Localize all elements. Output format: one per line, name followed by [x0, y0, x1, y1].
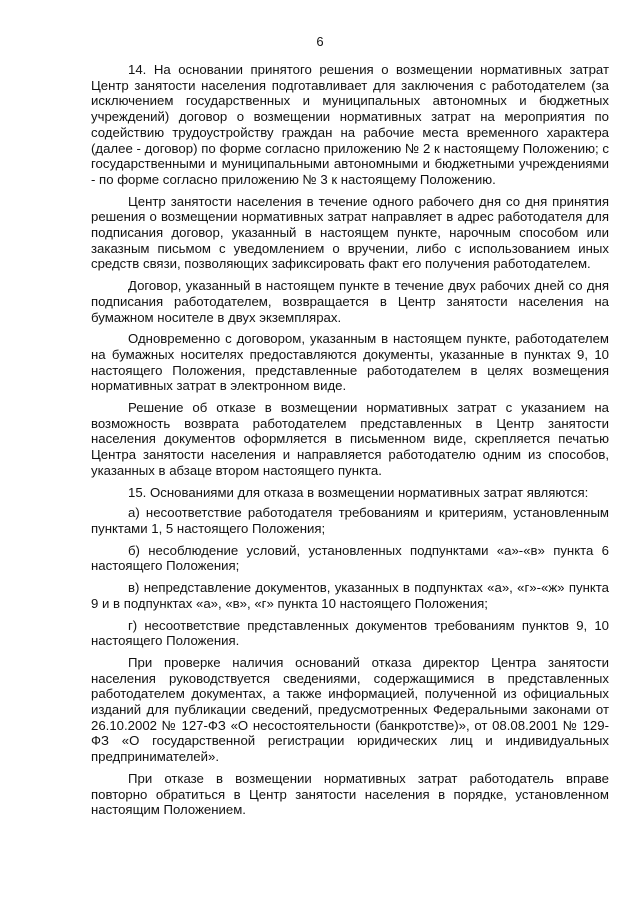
paragraph-refusal-decision: Решение об отказе в возмещении нормативных затрат с указанием на возможность возврата работодателем представленных в Центр занятости населения документов оформляется в письменном виде, скрепляется печатью Центра занятости населения и направляется работодателю одним из способов, указанных в абзаце втором настоящего пункта.: [91, 400, 609, 478]
paragraph-14: 14. На основании принятого решения о возмещении нормативных затрат Центр занятости населения подготавливает для заключения с работодателем (за исключением государственных и муниципальных автономных и бюджетных учреждений) договор о возмещении нормативных затрат на мероприятия по содействию трудоустройству граждан на рабочие места временного характера (далее - договор) по форме согласно приложению № 2 к настоящему Положению; с государственными и муниципальными автономными и бюджетными учреждениями - по форме согласно приложению № 3 к настоящему Положению.: [91, 62, 609, 187]
paragraph-15: 15. Основаниями для отказа в возмещении нормативных затрат являются:: [128, 484, 589, 500]
document-body: [91, 62, 609, 824]
paragraph-contract-sending: Центр занятости населения в течение одного рабочего дня со дня принятия решения о возмещении нормативных затрат направляет в адрес работодателя для подписания договор, указанный в настоящем пункте, нарочным способом или заказным письмом с уведомлением о вручении, либо с использованием иных средств связи, позволяющих зафиксировать факт его получения работодателем.: [91, 193, 609, 272]
list-item-g: г) несоответствие представленных документов требованиям пунктов 9, 10 настоящего Положения.: [91, 617, 609, 649]
list-item-a: а) несоответствие работодателя требованиям и критериям, установленным пунктами 1, 5 настоящего Положения;: [91, 505, 609, 536]
paragraph-repeat-application: При отказе в возмещении нормативных затрат работодатель вправе повторно обратиться в Центр занятости населения в порядке, установленном настоящим Положением.: [91, 770, 609, 818]
paragraph-documents-paper: Одновременно с договором, указанным в настоящем пункте, работодателем на бумажных носителях предоставляются документы, указанные в пунктах 9, 10 настоящего Положения, представленные работодателем в целях возмещения нормативных затрат в электронном виде.: [91, 331, 609, 394]
list-item-b: б) несоблюдение условий, установленных подпунктами «а»-«в» пункта 6 настоящего Положения;: [91, 542, 609, 574]
list-item-v: в) непредставление документов, указанных в подпунктах «а», «г»-«ж» пункта 9 и в подпунктах «а», «в», «г» пункта 10 настоящего Положения;: [91, 580, 609, 611]
paragraph-verification: При проверке наличия оснований отказа директор Центра занятости населения руководствуется сведениями, содержащимися в представленных работодателем документах, а также информацией, полученной из официальных изданий для публикации сведений, предусмотренных Федеральными законами от 26.10.2002 № 127-ФЗ «О несостоятельности (банкротстве)», от 08.08.2001 № 129-ФЗ «О государственной регистрации юридических лиц и индивидуальных предпринимателей».: [91, 654, 609, 765]
paragraph-contract-return: Договор, указанный в настоящем пункте в течение двух рабочих дней со дня подписания работодателем, возвращается в Центр занятости населения на бумажном носителе в двух экземплярах.: [91, 278, 609, 325]
page-number: 6: [316, 34, 324, 49]
